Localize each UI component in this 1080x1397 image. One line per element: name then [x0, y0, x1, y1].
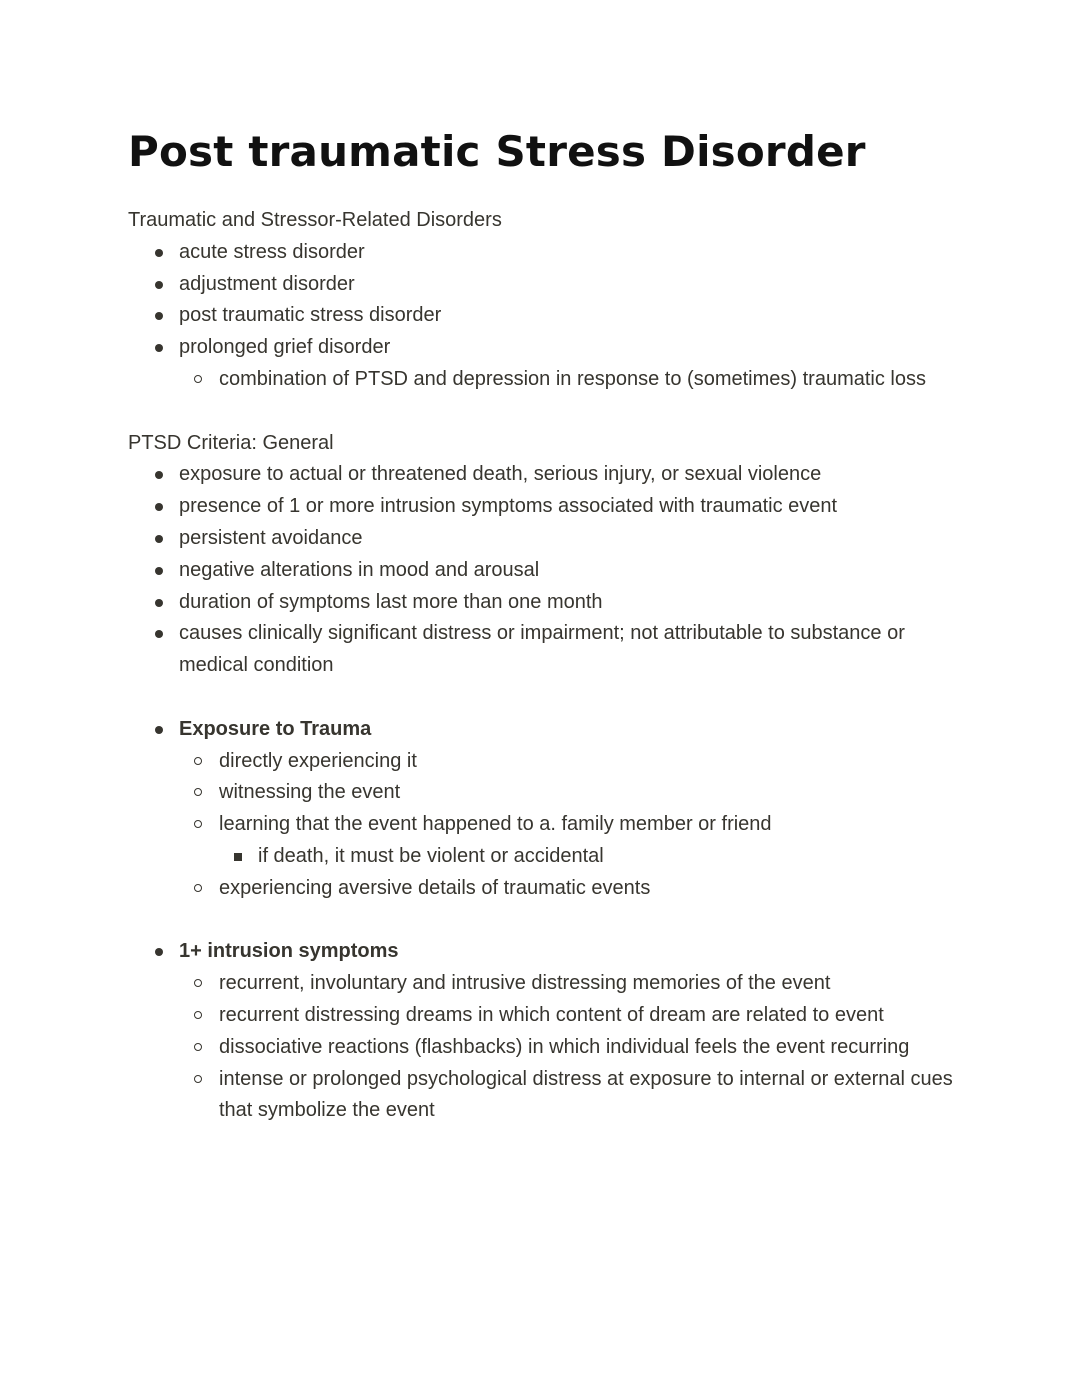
list-item: causes clinically significant distress or impairment; not attributable to substance or medical condition	[128, 618, 958, 682]
sub-list-item: witnessing the event	[128, 777, 958, 809]
exposure-sublist	[128, 746, 958, 841]
hollow-bullet-icon	[194, 788, 202, 796]
bullet-icon	[155, 599, 163, 607]
list-item	[128, 714, 958, 746]
section-heading-disorders: Traumatic and Stressor-Related Disorders	[128, 209, 502, 231]
sub-sub-list-item: if death, it must be violent or accidental	[128, 841, 958, 873]
death-note-list	[128, 841, 958, 873]
exposure-heading-list	[128, 714, 958, 746]
section-heading-intrusion: 1+ intrusion symptoms	[179, 940, 399, 963]
document-body	[128, 205, 958, 1127]
bullet-icon	[155, 344, 163, 352]
list-item: persistent avoidance	[128, 523, 958, 555]
hollow-bullet-icon	[194, 757, 202, 765]
hollow-bullet-icon	[194, 1075, 202, 1083]
list-item: negative alterations in mood and arousal	[128, 555, 958, 587]
section-heading-exposure: Exposure to Trauma	[179, 717, 372, 740]
list-item: exposure to actual or threatened death, serious injury, or sexual violence	[128, 459, 958, 491]
list-item: duration of symptoms last more than one month	[128, 587, 958, 619]
sub-list-item: intense or prolonged psychological distress at exposure to internal or external cues that symbolize the event	[128, 1064, 958, 1128]
page-title: Post traumatic Stress Disorder	[128, 127, 866, 176]
sub-list-item: recurrent, involuntary and intrusive distressing memories of the event	[128, 968, 958, 1000]
sub-list-item: experiencing aversive details of traumatic events	[128, 873, 958, 905]
hollow-bullet-icon	[194, 375, 202, 383]
list-item: presence of 1 or more intrusion symptoms associated with traumatic event	[128, 491, 958, 523]
hollow-bullet-icon	[194, 884, 202, 892]
square-bullet-icon	[234, 853, 242, 861]
sub-list-item: dissociative reactions (flashbacks) in which individual feels the event recurring	[128, 1032, 958, 1064]
exposure-sublist-continued	[128, 873, 958, 905]
bullet-icon	[155, 471, 163, 479]
bullet-icon	[155, 535, 163, 543]
sub-list-item: directly experiencing it	[128, 746, 958, 778]
bullet-icon	[155, 948, 163, 956]
bullet-icon	[155, 249, 163, 257]
list-item: post traumatic stress disorder	[128, 300, 958, 332]
spacer	[128, 682, 958, 714]
list-item: prolonged grief disorder	[128, 332, 958, 364]
criteria-list	[128, 459, 958, 682]
sub-list-item: combination of PTSD and depression in response to (sometimes) traumatic loss	[128, 364, 958, 396]
hollow-bullet-icon	[194, 1043, 202, 1051]
disorders-list	[128, 237, 958, 364]
bullet-icon	[155, 630, 163, 638]
spacer	[128, 396, 958, 428]
bullet-icon	[155, 281, 163, 289]
sub-list-item: recurrent distressing dreams in which content of dream are related to event	[128, 1000, 958, 1032]
hollow-bullet-icon	[194, 979, 202, 987]
bullet-icon	[155, 312, 163, 320]
spacer	[128, 905, 958, 937]
list-item: adjustment disorder	[128, 269, 958, 301]
hollow-bullet-icon	[194, 1011, 202, 1019]
list-item: acute stress disorder	[128, 237, 958, 269]
list-item	[128, 936, 958, 968]
sub-list-item: learning that the event happened to a. family member or friend	[128, 809, 958, 841]
hollow-bullet-icon	[194, 820, 202, 828]
grief-sublist	[128, 364, 958, 396]
bullet-icon	[155, 567, 163, 575]
bullet-icon	[155, 726, 163, 734]
section-heading-criteria: PTSD Criteria: General	[128, 431, 334, 454]
intrusion-heading-list	[128, 936, 958, 968]
intrusion-sublist	[128, 968, 958, 1127]
bullet-icon	[155, 503, 163, 511]
